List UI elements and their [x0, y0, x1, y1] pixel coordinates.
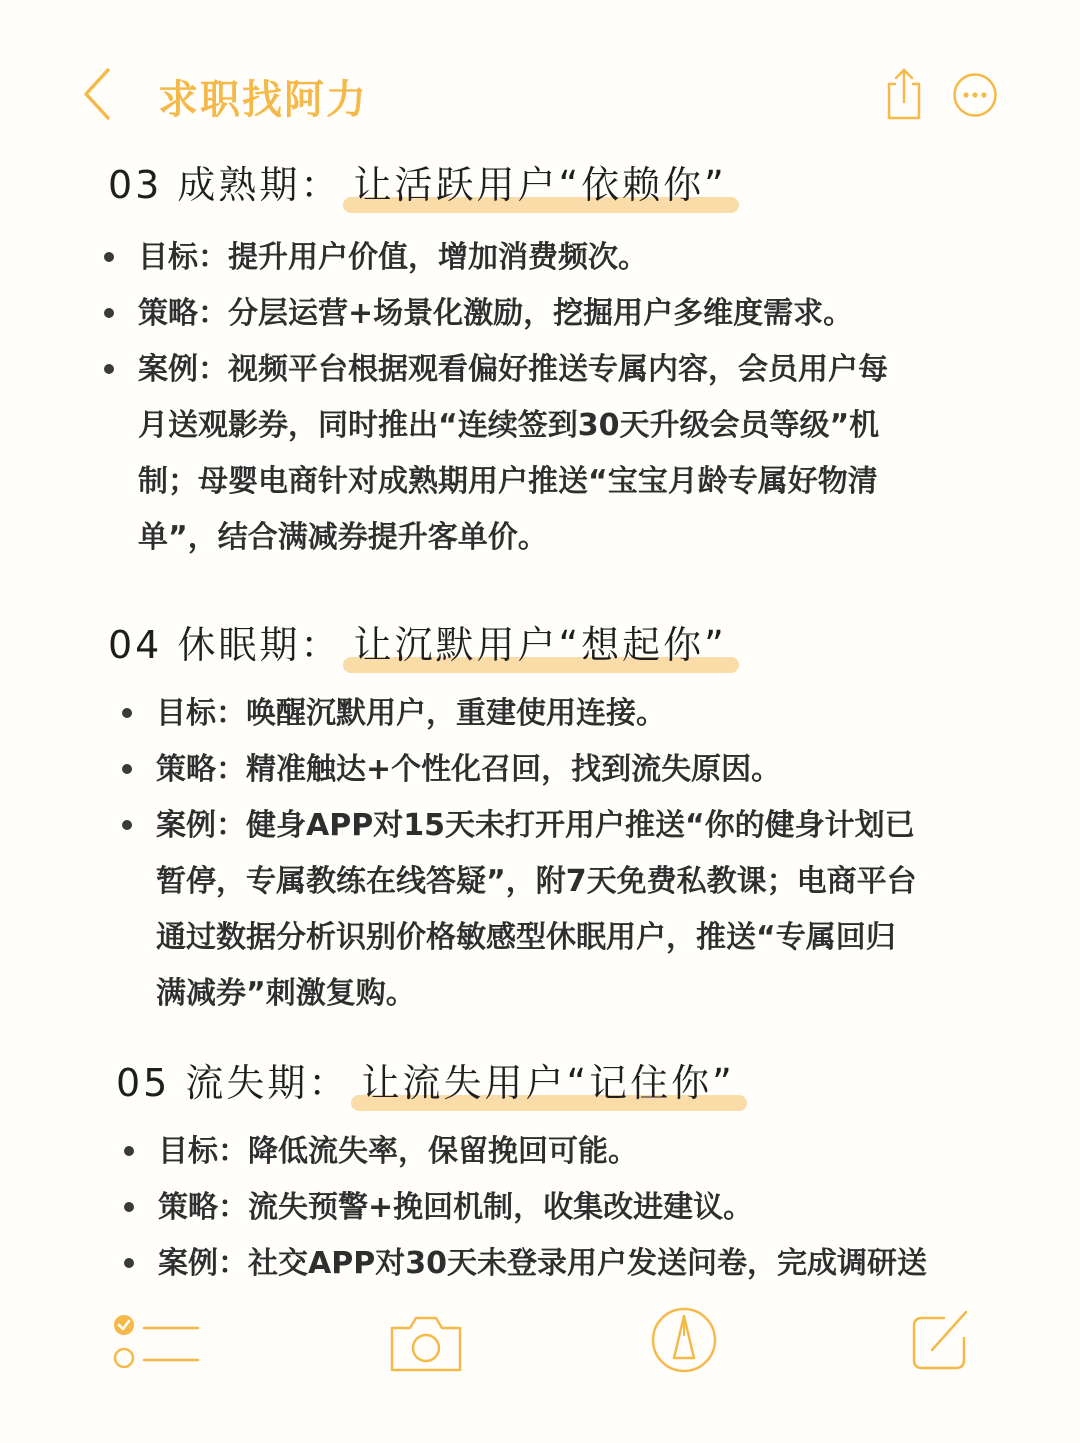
bullet-dot — [122, 764, 132, 774]
bullet-dot — [124, 1202, 134, 1212]
list-item-continuation — [138, 398, 888, 454]
section-heading — [116, 1052, 741, 1112]
bottom-toolbar — [0, 1290, 1080, 1443]
more-button[interactable] — [952, 72, 998, 118]
heading-highlight — [347, 154, 732, 209]
heading-prefix: 03 成熟期： — [108, 163, 342, 207]
more-icon — [952, 72, 998, 118]
heading-highlight-text: 让活跃用户“依赖你” — [353, 163, 727, 207]
list-item-text: 月送观影券，同时推出“连续签到30天升级会员等级”机 — [138, 408, 880, 443]
list-item-continuation — [138, 510, 888, 566]
list-item — [156, 742, 917, 798]
heading-highlight-text: 让沉默用户“想起你” — [353, 623, 727, 667]
heading-highlight — [347, 614, 732, 669]
list-item-text: 目标：降低流失率，保留挽回可能。 — [158, 1134, 638, 1169]
list-item — [158, 1236, 927, 1290]
bullet-list — [158, 1124, 927, 1290]
list-item — [138, 230, 888, 286]
list-item — [138, 342, 888, 398]
list-item-continuation — [156, 966, 917, 1022]
list-item-text: 暂停，专属教练在线答疑”，附7天免费私教课；电商平台 — [156, 864, 917, 899]
bullet-dot — [104, 252, 114, 262]
list-item-text: 策略：精准触达+个性化召回，找到流失原因。 — [156, 752, 782, 787]
compose-button[interactable] — [910, 1308, 970, 1372]
list-item — [156, 686, 917, 742]
list-item-continuation — [156, 910, 917, 966]
bullet-dot — [124, 1146, 134, 1156]
back-button[interactable] — [72, 62, 132, 126]
heading-prefix: 05 流失期： — [116, 1061, 350, 1105]
camera-button[interactable] — [388, 1312, 464, 1374]
list-item — [158, 1180, 927, 1236]
checklist-icon — [112, 1312, 204, 1368]
list-item-text: 策略：分层运营+场景化激励，挖掘用户多维度需求。 — [138, 296, 854, 331]
list-item-text: 通过数据分析识别价格敏感型休眠用户，推送“专属回归 — [156, 920, 896, 955]
bullet-list — [156, 686, 917, 1022]
list-item — [158, 1124, 927, 1180]
list-item-text: 案例：社交APP对30天未登录用户发送问卷，完成调研送 — [158, 1246, 927, 1281]
bullet-dot — [122, 708, 132, 718]
list-item-text: 单”，结合满减券提升客单价。 — [138, 520, 548, 555]
heading-prefix: 04 休眠期： — [108, 623, 342, 667]
bullet-dot — [104, 308, 114, 318]
list-item-continuation — [156, 854, 917, 910]
share-icon — [884, 66, 924, 122]
list-item-text: 满减券”刺激复购。 — [156, 976, 416, 1011]
camera-icon — [388, 1312, 464, 1374]
page-title: 求职找阿力 — [158, 77, 368, 123]
list-item-text: 目标：提升用户价值，增加消费频次。 — [138, 240, 648, 275]
note-content[interactable] — [0, 140, 1080, 1290]
bullet-dot — [104, 364, 114, 374]
list-item-text: 案例：健身APP对15天未打开用户推送“你的健身计划已 — [156, 808, 915, 843]
list-item-continuation — [138, 454, 888, 510]
pen-icon — [650, 1306, 718, 1374]
list-item-text: 案例：视频平台根据观看偏好推送专属内容，会员用户每 — [138, 352, 888, 387]
list-item — [156, 798, 917, 854]
bullet-dot — [124, 1258, 134, 1268]
nav-bar — [0, 0, 1080, 140]
list-item-text: 目标：唤醒沉默用户，重建使用连接。 — [156, 696, 666, 731]
bullet-dot — [122, 820, 132, 830]
list-item — [138, 286, 888, 342]
section-heading — [108, 154, 733, 214]
compose-icon — [910, 1308, 970, 1372]
share-button[interactable] — [884, 66, 924, 122]
section-heading — [108, 614, 733, 674]
checklist-button[interactable] — [112, 1312, 204, 1368]
bullet-list — [138, 230, 888, 566]
chevron-left-icon — [72, 62, 132, 126]
heading-highlight — [355, 1052, 740, 1107]
list-item-text: 制；母婴电商针对成熟期用户推送“宝宝月龄专属好物清 — [138, 464, 878, 499]
markup-button[interactable] — [650, 1306, 718, 1374]
heading-highlight-text: 让流失用户“记住你” — [361, 1061, 735, 1105]
list-item-text: 策略：流失预警+挽回机制，收集改进建议。 — [158, 1190, 754, 1225]
